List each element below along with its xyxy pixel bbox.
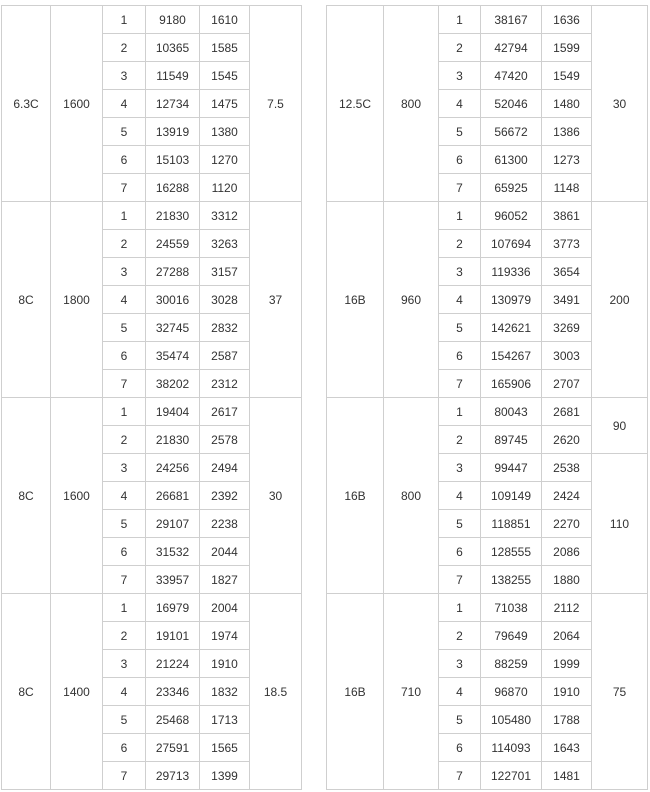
stage-cell: 7 xyxy=(438,565,481,594)
pressure-cell: 1832 xyxy=(199,677,250,706)
pressure-cell: 2620 xyxy=(541,425,592,454)
stage-cell: 4 xyxy=(102,89,146,118)
model-cell: 12.5C xyxy=(326,5,384,202)
flow-cell: 89745 xyxy=(480,425,542,454)
speed-cell: 960 xyxy=(383,201,439,398)
flow-cell: 154267 xyxy=(480,341,542,370)
flow-cell: 105480 xyxy=(480,705,542,734)
flow-cell: 27288 xyxy=(145,257,200,286)
flow-cell: 29107 xyxy=(145,509,200,538)
stage-cell: 5 xyxy=(438,313,481,342)
flow-cell: 79649 xyxy=(480,621,542,650)
pressure-cell: 1380 xyxy=(199,117,250,146)
flow-cell: 142621 xyxy=(480,313,542,342)
stage-cell: 1 xyxy=(102,201,146,230)
pressure-cell: 2494 xyxy=(199,453,250,482)
pressure-cell: 3263 xyxy=(199,229,250,258)
pressure-cell: 2587 xyxy=(199,341,250,370)
flow-cell: 130979 xyxy=(480,285,542,314)
power-cell: 90 xyxy=(591,397,648,454)
speed-cell: 1800 xyxy=(50,201,103,398)
stage-cell: 2 xyxy=(438,229,481,258)
pressure-cell: 1643 xyxy=(541,733,592,762)
flow-cell: 80043 xyxy=(480,397,542,426)
flow-cell: 99447 xyxy=(480,453,542,482)
stage-cell: 7 xyxy=(102,369,146,398)
speed-cell: 1400 xyxy=(50,593,103,790)
pressure-cell: 1910 xyxy=(199,649,250,678)
stage-cell: 3 xyxy=(102,61,146,90)
flow-cell: 24559 xyxy=(145,229,200,258)
stage-cell: 5 xyxy=(438,705,481,734)
stage-cell: 6 xyxy=(102,733,146,762)
flow-cell: 30016 xyxy=(145,285,200,314)
flow-cell: 26681 xyxy=(145,481,200,510)
pressure-cell: 1481 xyxy=(541,761,592,790)
pressure-cell: 3028 xyxy=(199,285,250,314)
stage-cell: 3 xyxy=(438,649,481,678)
speed-cell: 1600 xyxy=(50,5,103,202)
flow-cell: 56672 xyxy=(480,117,542,146)
pressure-cell: 1386 xyxy=(541,117,592,146)
stage-cell: 1 xyxy=(438,5,481,34)
pressure-cell: 1599 xyxy=(541,33,592,62)
stage-cell: 3 xyxy=(438,453,481,482)
flow-cell: 21830 xyxy=(145,425,200,454)
stage-cell: 7 xyxy=(102,173,146,202)
model-cell: 8C xyxy=(1,593,51,790)
stage-cell: 7 xyxy=(102,761,146,790)
pressure-cell: 2112 xyxy=(541,593,592,622)
stage-cell: 5 xyxy=(102,509,146,538)
stage-cell: 6 xyxy=(438,537,481,566)
pressure-cell: 1910 xyxy=(541,677,592,706)
pressure-cell: 1713 xyxy=(199,705,250,734)
pressure-cell: 1999 xyxy=(541,649,592,678)
stage-cell: 5 xyxy=(102,117,146,146)
pressure-cell: 1545 xyxy=(199,61,250,90)
flow-cell: 119336 xyxy=(480,257,542,286)
stage-cell: 7 xyxy=(102,565,146,594)
speed-cell: 800 xyxy=(383,5,439,202)
stage-cell: 3 xyxy=(102,649,146,678)
power-cell: 30 xyxy=(249,397,302,594)
stage-cell: 2 xyxy=(102,621,146,650)
flow-cell: 12734 xyxy=(145,89,200,118)
speed-cell: 800 xyxy=(383,397,439,594)
pressure-cell: 3312 xyxy=(199,201,250,230)
stage-cell: 4 xyxy=(438,89,481,118)
flow-cell: 16979 xyxy=(145,593,200,622)
stage-cell: 2 xyxy=(438,425,481,454)
model-cell: 16B xyxy=(326,397,384,594)
stage-cell: 1 xyxy=(102,397,146,426)
pressure-cell: 3491 xyxy=(541,285,592,314)
pressure-cell: 1610 xyxy=(199,5,250,34)
pressure-cell: 1788 xyxy=(541,705,592,734)
flow-cell: 42794 xyxy=(480,33,542,62)
flow-cell: 21224 xyxy=(145,649,200,678)
model-cell: 6.3C xyxy=(1,5,51,202)
pressure-cell: 1585 xyxy=(199,33,250,62)
flow-cell: 19101 xyxy=(145,621,200,650)
flow-cell: 13919 xyxy=(145,117,200,146)
pressure-cell: 2681 xyxy=(541,397,592,426)
flow-cell: 10365 xyxy=(145,33,200,62)
stage-cell: 2 xyxy=(102,425,146,454)
stage-cell: 6 xyxy=(438,733,481,762)
power-cell: 7.5 xyxy=(249,5,302,202)
stage-cell: 1 xyxy=(438,397,481,426)
flow-cell: 88259 xyxy=(480,649,542,678)
pressure-cell: 2424 xyxy=(541,481,592,510)
flow-cell: 27591 xyxy=(145,733,200,762)
stage-cell: 6 xyxy=(102,341,146,370)
pressure-cell: 1480 xyxy=(541,89,592,118)
stage-cell: 4 xyxy=(102,285,146,314)
flow-cell: 52046 xyxy=(480,89,542,118)
stage-cell: 1 xyxy=(438,593,481,622)
pressure-cell: 1880 xyxy=(541,565,592,594)
pressure-cell: 3003 xyxy=(541,341,592,370)
stage-cell: 2 xyxy=(102,229,146,258)
pressure-cell: 1270 xyxy=(199,145,250,174)
model-cell: 8C xyxy=(1,201,51,398)
pressure-cell: 1399 xyxy=(199,761,250,790)
model-cell: 16B xyxy=(326,593,384,790)
pressure-cell: 1827 xyxy=(199,565,250,594)
flow-cell: 107694 xyxy=(480,229,542,258)
stage-cell: 6 xyxy=(102,145,146,174)
stage-cell: 2 xyxy=(438,33,481,62)
pressure-cell: 3654 xyxy=(541,257,592,286)
flow-cell: 122701 xyxy=(480,761,542,790)
flow-cell: 109149 xyxy=(480,481,542,510)
pressure-cell: 3773 xyxy=(541,229,592,258)
stage-cell: 4 xyxy=(438,285,481,314)
stage-cell: 7 xyxy=(438,173,481,202)
flow-cell: 65925 xyxy=(480,173,542,202)
pressure-cell: 2617 xyxy=(199,397,250,426)
power-cell: 75 xyxy=(591,593,648,790)
flow-cell: 138255 xyxy=(480,565,542,594)
flow-cell: 71038 xyxy=(480,593,542,622)
stage-cell: 4 xyxy=(438,677,481,706)
pressure-cell: 2392 xyxy=(199,481,250,510)
pressure-cell: 1120 xyxy=(199,173,250,202)
pressure-cell: 2578 xyxy=(199,425,250,454)
pressure-cell: 1549 xyxy=(541,61,592,90)
stage-cell: 7 xyxy=(438,761,481,790)
pressure-cell: 2707 xyxy=(541,369,592,398)
stage-cell: 4 xyxy=(102,481,146,510)
stage-cell: 3 xyxy=(438,61,481,90)
flow-cell: 21830 xyxy=(145,201,200,230)
pressure-cell: 1148 xyxy=(541,173,592,202)
power-cell: 110 xyxy=(591,453,648,594)
model-cell: 8C xyxy=(1,397,51,594)
flow-cell: 33957 xyxy=(145,565,200,594)
stage-cell: 6 xyxy=(102,537,146,566)
stage-cell: 3 xyxy=(102,453,146,482)
flow-cell: 35474 xyxy=(145,341,200,370)
stage-cell: 1 xyxy=(102,5,146,34)
stage-cell: 4 xyxy=(102,677,146,706)
flow-cell: 11549 xyxy=(145,61,200,90)
pressure-cell: 1475 xyxy=(199,89,250,118)
power-cell: 37 xyxy=(249,201,302,398)
flow-cell: 96052 xyxy=(480,201,542,230)
stage-cell: 6 xyxy=(438,341,481,370)
pressure-cell: 2238 xyxy=(199,509,250,538)
flow-cell: 15103 xyxy=(145,145,200,174)
flow-cell: 114093 xyxy=(480,733,542,762)
stage-cell: 5 xyxy=(102,313,146,342)
power-cell: 200 xyxy=(591,201,648,398)
flow-cell: 19404 xyxy=(145,397,200,426)
flow-cell: 24256 xyxy=(145,453,200,482)
flow-cell: 96870 xyxy=(480,677,542,706)
flow-cell: 9180 xyxy=(145,5,200,34)
flow-cell: 128555 xyxy=(480,537,542,566)
flow-cell: 165906 xyxy=(480,369,542,398)
flow-cell: 38167 xyxy=(480,5,542,34)
stage-cell: 2 xyxy=(438,621,481,650)
pressure-cell: 1974 xyxy=(199,621,250,650)
stage-cell: 5 xyxy=(438,509,481,538)
pressure-cell: 1565 xyxy=(199,733,250,762)
stage-cell: 3 xyxy=(102,257,146,286)
pressure-cell: 2086 xyxy=(541,537,592,566)
flow-cell: 61300 xyxy=(480,145,542,174)
stage-cell: 2 xyxy=(102,33,146,62)
stage-cell: 4 xyxy=(438,481,481,510)
power-cell: 18.5 xyxy=(249,593,302,790)
flow-cell: 29713 xyxy=(145,761,200,790)
flow-cell: 25468 xyxy=(145,705,200,734)
stage-cell: 3 xyxy=(438,257,481,286)
flow-cell: 38202 xyxy=(145,369,200,398)
pressure-cell: 2064 xyxy=(541,621,592,650)
stage-cell: 6 xyxy=(438,145,481,174)
stage-cell: 1 xyxy=(102,593,146,622)
stage-cell: 5 xyxy=(438,117,481,146)
pressure-cell: 1273 xyxy=(541,145,592,174)
speed-cell: 710 xyxy=(383,593,439,790)
pressure-cell: 3157 xyxy=(199,257,250,286)
stage-cell: 1 xyxy=(438,201,481,230)
stage-cell: 7 xyxy=(438,369,481,398)
stage-cell: 5 xyxy=(102,705,146,734)
pressure-cell: 2004 xyxy=(199,593,250,622)
pressure-cell: 2312 xyxy=(199,369,250,398)
pressure-cell: 2044 xyxy=(199,537,250,566)
power-cell: 30 xyxy=(591,5,648,202)
speed-cell: 1600 xyxy=(50,397,103,594)
pressure-cell: 2270 xyxy=(541,509,592,538)
flow-cell: 47420 xyxy=(480,61,542,90)
flow-cell: 16288 xyxy=(145,173,200,202)
flow-cell: 31532 xyxy=(145,537,200,566)
flow-cell: 23346 xyxy=(145,677,200,706)
pressure-cell: 3861 xyxy=(541,201,592,230)
pressure-cell: 3269 xyxy=(541,313,592,342)
flow-cell: 32745 xyxy=(145,313,200,342)
pressure-cell: 2832 xyxy=(199,313,250,342)
pressure-cell: 1636 xyxy=(541,5,592,34)
flow-cell: 118851 xyxy=(480,509,542,538)
pressure-cell: 2538 xyxy=(541,453,592,482)
model-cell: 16B xyxy=(326,201,384,398)
